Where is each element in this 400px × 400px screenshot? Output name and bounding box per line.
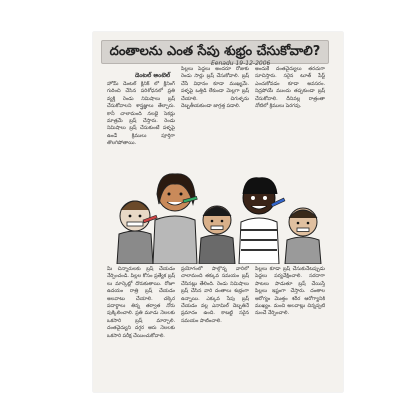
column-bottom-middle xyxy=(181,266,249,388)
paragraph-top-right: అందుకే దంతవైద్యులు తరచుగా సూచిస్తారు. సరైన టూత్ పేస్ట్ ఎంచుకోవడం కూడా అవసరం. నిద్రపోయే ముందు తప్పకుండా బ్రష్ చేసుకోవాలి. దీనివల్ల రాత్రంతా నోటిలో క్రిములు పెరగవు. xyxy=(255,66,325,110)
paragraph-bottom-middle: ప్రయోగంలో పాల్గొన్న వారిలో చాలామంది తక్కువ సమయం బ్రష్ చేసినట్లు తేలింది. రెండు నిమిషాలు బ్రష్ చేసిన వారి దంతాలు శుభ్రంగా ఉన్నాయి. ఎక్కువ సేపు బ్రష్ చేయడం వల్ల ఎనామిల్ దెబ్బతినే ప్రమాదం ఉంది. కాబట్టి సరైన సమయం పాటించాలి. xyxy=(181,266,249,324)
child-figure xyxy=(199,206,235,264)
headline: దంతాలను ఎంత సేపు శుభ్రం చేసుకోవాలి? xyxy=(101,40,329,64)
handwritten-date-note: Eenadu 19-12-2006 xyxy=(211,60,271,67)
column-top-left xyxy=(107,81,175,163)
column-top-middle xyxy=(181,66,249,163)
paragraph-top-left: హోమ్ డెంటల్ క్లినిక్ లో క్లీనింగ్ గురించి చేసిన పరిశోధనలో ప్రతి వ్యక్తి రెండు నిమిషాలు బ్రష్ చేసుకోవాలని శాస్త్రజ్ఞులు తేల్చారు. కానీ చాలామంది నలభై సెకన్లు మాత్రమే బ్రష్ చేస్తారు. రెండు నిమిషాలు బ్రష్ చేసుకుంటే పళ్ళపై ఉండే క్రిములు పూర్తిగా తొలగిపోతాయి. xyxy=(107,81,175,147)
newspaper-clipping xyxy=(93,32,343,392)
column-bottom-right xyxy=(255,266,325,388)
child-figure xyxy=(153,174,197,264)
child-figure xyxy=(239,178,285,264)
column-bottom-left xyxy=(107,266,175,388)
column-top-right xyxy=(255,66,325,163)
paragraph-bottom-right: పిల్లలు కూడా బ్రష్ చేసుకునేటప్పుడు పెద్దలు పర్యవేక్షించాలి. సరదాగా పాటలు పాడుతూ బ్రష్ చేయిస్తే పిల్లలు ఇష్టంగా చేస్తారు. దంతాల ఆరోగ్యం మొత్తం శరీర ఆరోగ్యానికి ముఖ్యం. మంచి అలవాట్లు చిన్నప్పటి నుంచే నేర్పించాలి. xyxy=(255,266,325,317)
paragraph-bottom-left: మీ చిన్నారులకు బ్రష్ చేయడం నేర్పించండి. పిల్లల కోసం ప్రత్యేక బ్రష్ లు మార్కెట్లో దొరుకుతాయి. రోజూ ఉదయం రాత్రి బ్రష్ చేయడం అలవాటు చేయాలి. చక్కెర పదార్థాలు తిన్న తర్వాత నోరు పుక్కిలించాలి. ప్రతి మూడు నెలలకు ఒకసారి బ్రష్ మార్చాలి. దంతవైద్యుని దగ్గర ఆరు నెలలకు ఒకసారి పరీక్ష చేయించుకోవాలి. xyxy=(107,266,175,339)
child-figure xyxy=(117,201,157,264)
children-brushing-teeth-illustration xyxy=(107,164,329,264)
child-figure xyxy=(285,208,321,264)
paragraph-top-middle: పిల్లలు పెద్దలు అందరూ రోజుకు రెండు సార్లు బ్రష్ చేసుకోవాలి. బ్రష్ చేసే విధానం కూడా ముఖ్యమే. పళ్ళపై ఒత్తిడి లేకుండా మెల్లగా బ్రష్ చేయాలి. చిగుళ్ళను దెబ్బతీయకుండా జాగ్రత్త పడాలి. xyxy=(181,66,249,110)
byline: డెంటల్ అంటెల్ xyxy=(135,72,171,79)
